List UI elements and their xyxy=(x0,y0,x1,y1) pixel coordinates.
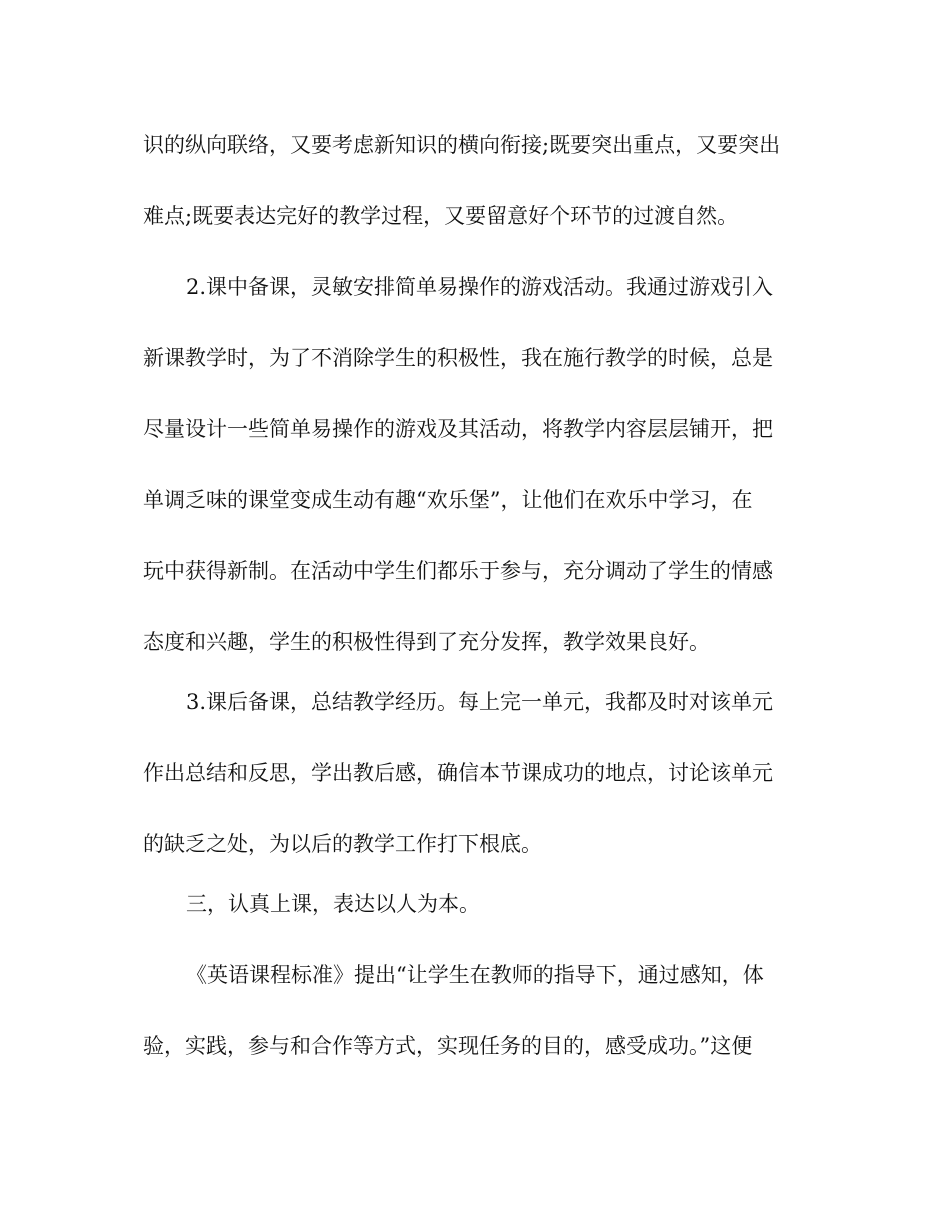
text-line-11: 的缺乏之处，为以后的教学工作打下根底。 xyxy=(143,832,542,856)
section-heading: 三，认真上课，表达以人为本。 xyxy=(186,892,480,916)
text-line-2: 难点;既要表达完好的教学过程，又要留意好个环节的过渡自然。 xyxy=(143,204,739,228)
text-line-3: 2.课中备课，灵敏安排简单易操作的游戏活动。我通过游戏引入 xyxy=(186,275,774,299)
text-line-7: 玩中获得新制。在活动中学生们都乐于参与，充分调动了学生的情感 xyxy=(143,559,773,583)
text-line-4: 新课教学时，为了不消除学生的积极性，我在施行教学的时候，总是 xyxy=(143,346,773,370)
text-line-14: 验，实践，参与和合作等方式，实现任务的目的，感受成功。”这便 xyxy=(143,1034,753,1058)
text-line-1: 识的纵向联络，又要考虑新知识的横向衔接;既要突出重点，又要突出 xyxy=(143,133,781,157)
text-line-9: 3.课后备课，总结教学经历。每上完一单元，我都及时对该单元 xyxy=(186,690,774,714)
text-line-10: 作出总结和反思，学出教后感，确信本节课成功的地点，讨论该单元 xyxy=(143,761,773,785)
text-line-8: 态度和兴趣，学生的积极性得到了充分发挥，教学效果良好。 xyxy=(143,630,710,654)
text-line-6: 单调乏味的课堂变成生动有趣“欢乐堡”，让他们在欢乐中学习，在 xyxy=(143,488,753,512)
text-line-13: 《英语课程标准》提出“让学生在教师的指导下，通过感知，体 xyxy=(186,963,764,987)
text-line-5: 尽量设计一些简单易操作的游戏及其活动，将教学内容层层铺开，把 xyxy=(143,417,773,441)
